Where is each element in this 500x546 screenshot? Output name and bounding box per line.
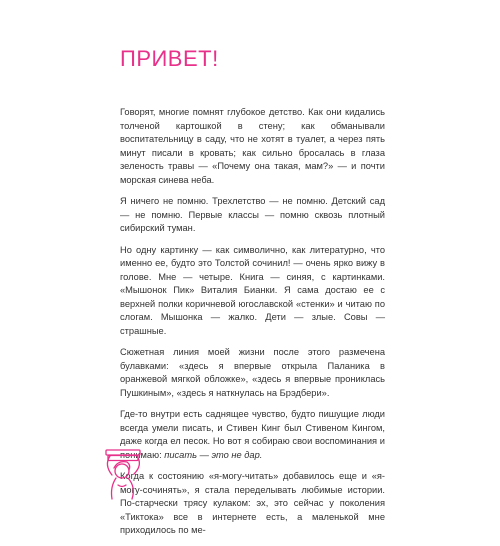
paragraph: Я ничего не помню. Трехлетство — не помню. Детский сад — не помню. Первые классы — помню сквозь плотный сибирский туман. [120,196,385,233]
emphasis-text: писать — это не дар. [164,449,263,460]
girl-with-books-illustration [98,447,150,500]
paragraph [120,408,385,462]
chapter-title: ПРИВЕТ! [120,46,219,71]
paragraph: Говорят, многие помнят глубокое детство. Как они кидались толченой картошкой в стену; как обманывали воспитательницу в саду, что не хотят в туалет, а через пять минут писали в кровать; как сильно бросалась в глаза зеленость травы — «Почему она такая, мам?» — и почти морская синева неба. [120,107,385,185]
body-text [120,106,385,546]
paragraph: Сюжетная линия моей жизни после этого размечена булавками: «здесь я впервые открыла Паланика в оранжевой мягкой обложке», «здесь я впервые прониклась Пушкиным», «здесь я наткнулась на Брэдбери». [120,347,385,398]
paragraph: Когда к состоянию «я-могу-читать» добавилось еще и «я-могу-сочинять», я стала переделывать любимые истории. По-старчески трясу кулаком: эх, это сейчас у поколения «Тиктока» все в интернете есть, а маленькой мне приходилось по ме- [120,471,385,535]
paragraph-text: Где-то внутри есть саднящее чувство, будто пишущие люди всегда умели писать, и Стивен Кинг был Стивеном Кингом, даже когда ел песок. Но вот я собираю свои воспоминания и понимаю: [120,409,385,460]
paragraph: Но одну картинку — как символично, как литературно, что именно ее, будто это Толстой сочинил! — очень ярко вижу в голове. Мне — четыре. Книга — синяя, с картинками. «Мышонок Пик» Виталия Бианки. Я сама достаю ее с верхней полки коричневой югославской «стенки» и читаю по слогам. Мышонка — жалко. Дети — злые. Совы — страшные. [120,244,385,336]
